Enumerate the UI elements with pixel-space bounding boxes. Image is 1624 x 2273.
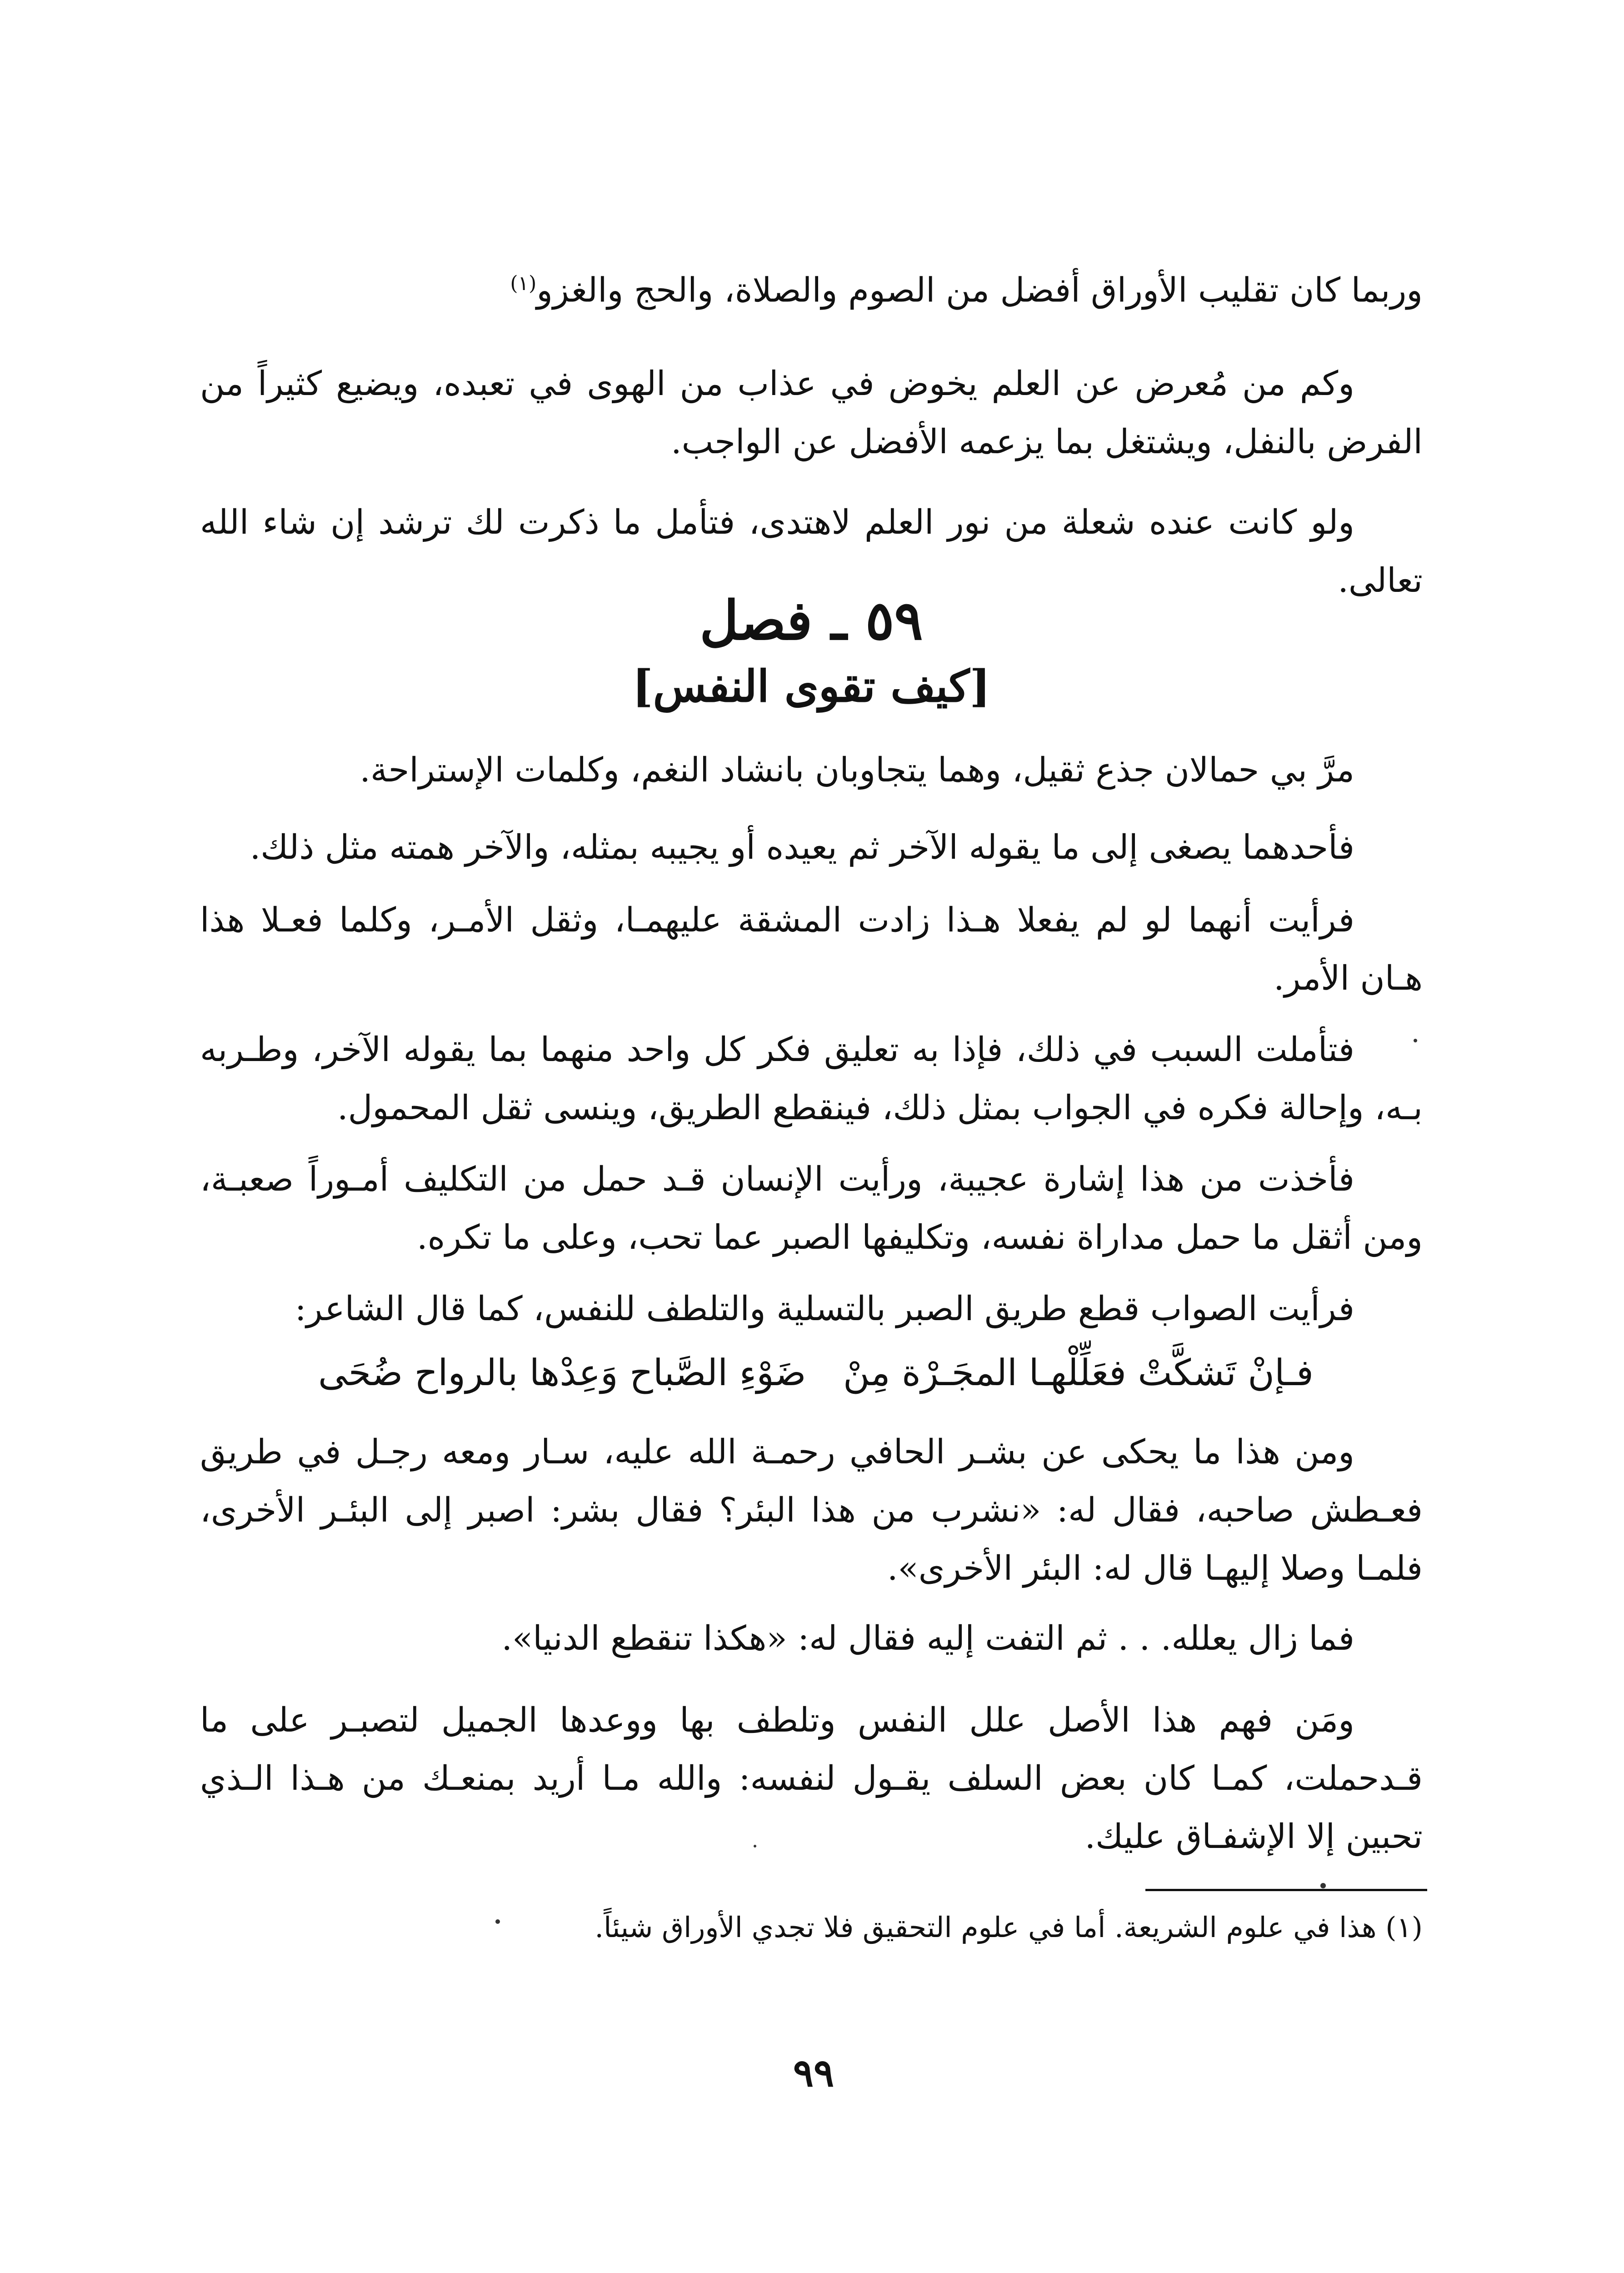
paragraph-body-3: فرأيت أنهما لو لم يفعلا هـذا زادت المشقة عليهمـا، وثقل الأمـر، وكلما فعـلا هذا هـان الأمر. [200,901,1423,998]
paragraph-body-2: فأحدهما يصغى إلى ما يقوله الآخر ثم يعيده أو يجيبه بمثله، والآخر همته مثل ذلك. [250,828,1354,867]
paragraph-intro-1 [200,255,1423,320]
paragraph-closing-1: ومن هذا ما يحكى عن بشـر الحافي رحمـة الله عليه، سـار ومعه رجـل في طريق فعـطش صاحبه، فقال له: «نشرب من هذا البئر؟ فقال بشر: اصبر إلى البئـر الأخرى، فلمـا وصلا إليهـا قال له: البئر الأخرى». [200,1432,1423,1588]
paragraph-closing-3: ومَن فهم هذا الأصل علل النفس وتلطف بها ووعدها الجميل لتصبـر على ما قـدحملت، كمـا كان بعض السلف يقـول لنفسه: والله مـا أريد بمنعـك من هـذا الـذي تحبين إلا الإشفـاق عليك. [200,1701,1423,1856]
scan-speck [495,1919,500,1924]
section-title: ٥٩ ـ فصل [700,589,923,652]
paragraph-text: وربما كان تقليب الأوراق أفضل من الصوم والصلاة، والحج والغزو [536,270,1423,310]
verse-second-hemistich: ضَوْءِ الصَّباح وَعِدْها بالرواح ضُحَى [318,1352,806,1394]
verse-first-hemistich: فـإنْ تَشكَّتْ فعَلِّلْهـا المجَـرْة مِنْ [843,1352,1314,1394]
footnote: (١) هذا في علوم الشريعة. أما في علوم التحقيق فلا تجدي الأوراق شيئاً. [595,1911,1423,1944]
footnote-marker: (١) [510,272,537,295]
paragraph-body-4: فتأملت السبب في ذلك، فإذا به تعليق فكر كل واحد منهما بما يقوله الآخر، وطـربه بـه، وإحالة فكره في الجواب بمثل ذلك، فينقطع الطريق، وينسى ثقل المحمول. [200,1030,1423,1127]
section-subtitle: [كيف تقوى النفس] [632,661,990,712]
scan-speck [1320,1883,1326,1888]
footnote-divider [1145,1889,1427,1891]
paragraph-intro-3: ولو كانت عنده شعلة من نور العلم لاهتدى، فتأمل ما ذكرت لك ترشد إن شاء الله تعالى. [200,503,1423,600]
poetry-verse [318,1346,1314,1400]
page-number: ٩٩ [793,2050,834,2095]
paragraph-closing-2: فما زال يعلله. . . ثم التفت إليه فقال له: «هكذا تنقطع الدنيا». [501,1619,1354,1658]
scan-speck [754,1845,756,1847]
paragraph-intro-2: وكم من مُعرض عن العلم يخوض في عذاب من الهوى في تعبده، ويضيع كثيراً من الفرض بالنفل، ويشتغل بما يزعمه الأفضل عن الواجب. [200,364,1423,461]
scan-speck [1414,1039,1417,1042]
paragraph-body-5: فأخذت من هذا إشارة عجيبة، ورأيت الإنسان قـد حمل من التكليف أمـوراً صعبـة، ومن أثقل ما حمل مداراة نفسه، وتكليفها الصبر عما تحب، وعلى ما تكره. [200,1160,1423,1257]
paragraph-body-1: مرَّ بي حمالان جذع ثقيل، وهما يتجاوبان بانشاد النغم، وكلمات الإستراحة. [360,751,1354,790]
paragraph-body-6: فرأيت الصواب قطع طريق الصبر بالتسلية والتلطف للنفس، كما قال الشاعر: [295,1289,1354,1328]
